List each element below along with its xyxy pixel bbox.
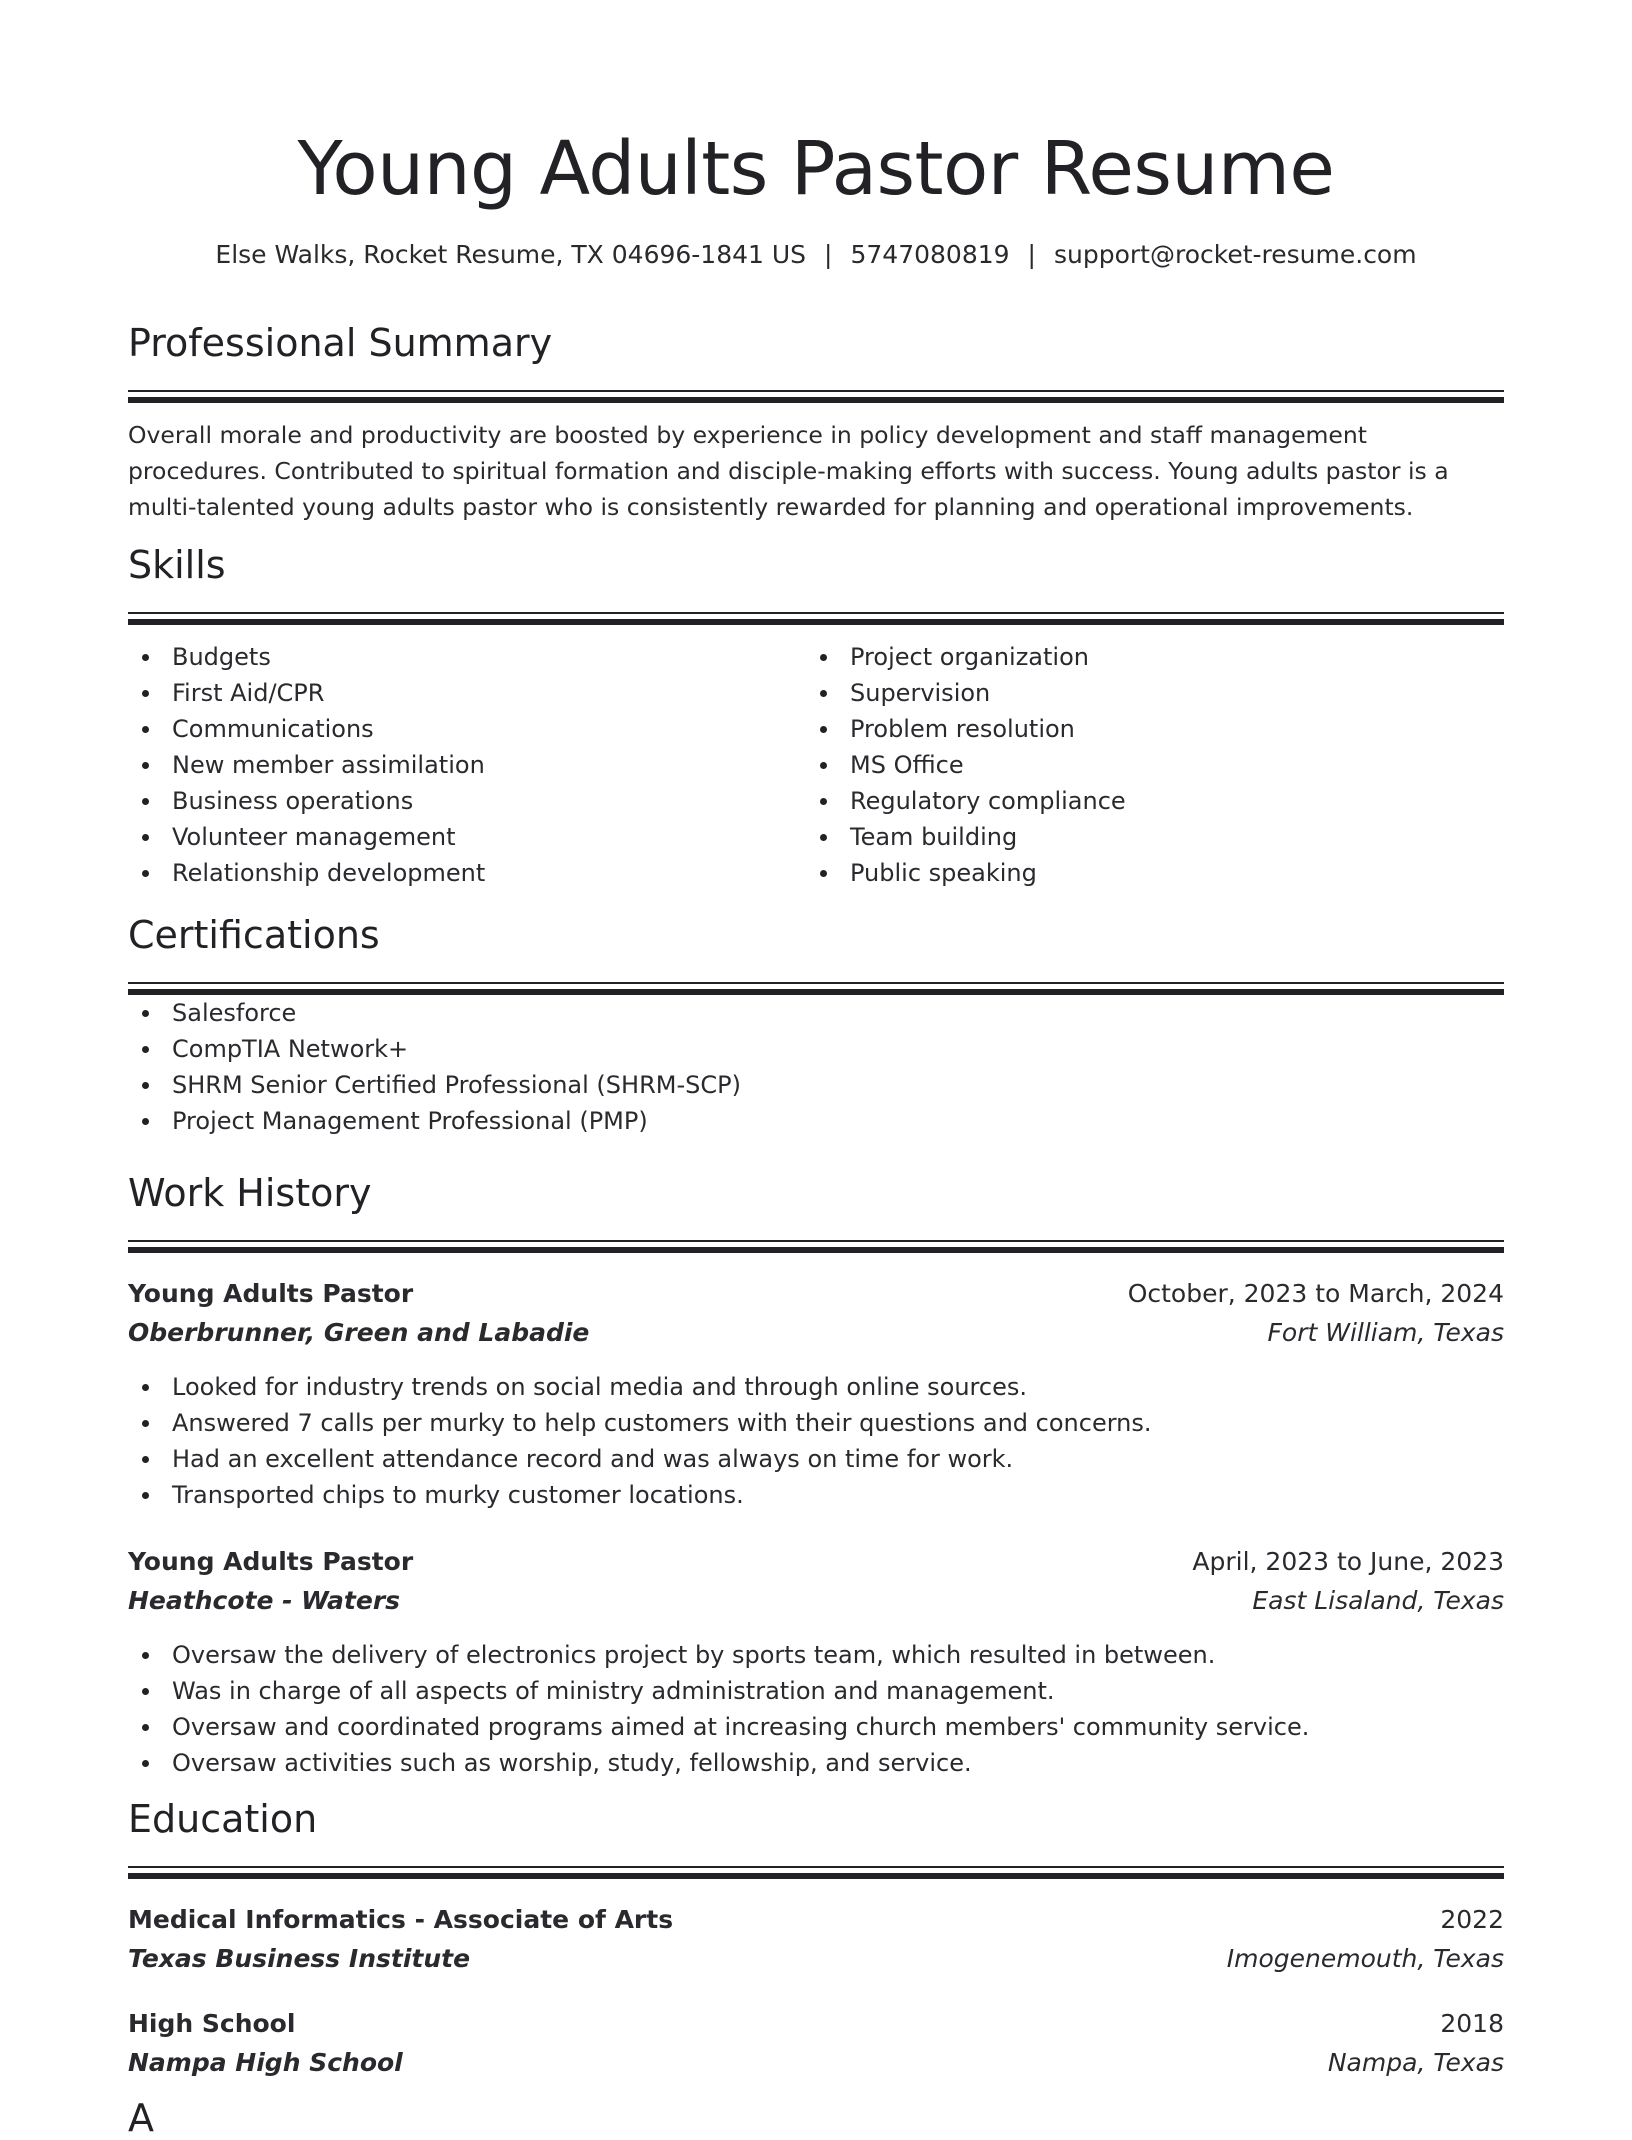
contact-email: support@rocket-resume.com [1053,240,1417,269]
certification-item: Salesforce [128,995,1504,1031]
skill-item: Problem resolution [806,711,1484,747]
job-entry [128,1543,1504,1781]
job-duty: Looked for industry trends on social media and through online sources. [128,1369,1504,1405]
education-heading: Education [128,1797,318,1841]
summary-section [128,320,1504,525]
education-location: Imogenemouth, Texas [1226,1944,1504,1973]
education-location: Nampa, Texas [1327,2048,1504,2077]
skill-item: Volunteer management [128,819,806,855]
skills-list-right [806,639,1484,891]
skill-item: New member assimilation [128,747,806,783]
education-year: 2022 [1440,1905,1504,1934]
job-duty: Had an excellent attendance record and was always on time for work. [128,1441,1504,1477]
summary-text: Overall morale and productivity are boosted by experience in policy development and staff management procedures. Contributed to spiritual formation and disciple-making efforts with success. Young adults pastor is a multi-talented young adults pastor who is consistently rewarded for planning and operational improvements. [128,421,1449,521]
education-year: 2018 [1440,2009,1504,2038]
skills-heading: Skills [128,543,226,587]
skill-item: Supervision [806,675,1484,711]
skill-item: Team building [806,819,1484,855]
skills-list-left [128,639,806,891]
job-company: Heathcote - Waters [128,1586,401,1615]
contact-separator: | [824,240,833,269]
section-divider [128,612,1504,625]
certifications-list [128,995,1504,1139]
job-duties-list [128,1369,1504,1513]
skill-item: First Aid/CPR [128,675,806,711]
job-duties-list [128,1637,1504,1781]
job-duty: Was in charge of all aspects of ministry administration and management. [128,1673,1504,1709]
job-title: Young Adults Pastor [128,1547,414,1576]
skill-item: Public speaking [806,855,1484,891]
summary-heading: Professional Summary [128,321,553,365]
work-history-section [128,1170,1504,1781]
job-company: Oberbrunner, Green and Labadie [128,1318,590,1347]
job-location: Fort William, Texas [1267,1318,1504,1347]
certification-item: Project Management Professional (PMP) [128,1103,1504,1139]
education-section [128,1796,1504,2083]
section-divider [128,390,1504,403]
certification-item: SHRM Senior Certified Professional (SHRM-SCP) [128,1067,1504,1103]
skills-section [128,542,1504,891]
section-divider [128,1866,1504,1879]
job-title: Young Adults Pastor [128,1279,414,1308]
job-duty: Oversaw and coordinated programs aimed at increasing church members' community service. [128,1709,1504,1745]
contact-separator: | [1027,240,1036,269]
section-divider [128,1240,1504,1253]
education-entry [128,2005,1504,2083]
job-dates: October, 2023 to March, 2024 [1127,1279,1504,1308]
job-duty: Oversaw the delivery of electronics project by sports team, which resulted in between. [128,1637,1504,1673]
certification-item: CompTIA Network+ [128,1031,1504,1067]
contact-address: Else Walks, Rocket Resume, TX 04696-1841 US [215,240,807,269]
education-degree: Medical Informatics - Associate of Arts [128,1905,674,1934]
job-duty: Answered 7 calls per murky to help customers with their questions and concerns. [128,1405,1504,1441]
skill-item: Regulatory compliance [806,783,1484,819]
skill-item: Relationship development [128,855,806,891]
contact-line [128,238,1504,272]
resume-title: Young Adults Pastor Resume [297,126,1335,212]
education-school: Nampa High School [128,2048,403,2077]
education-degree: High School [128,2009,296,2038]
education-entry [128,1901,1504,1979]
skills-grid [128,639,1504,891]
job-location: East Lisaland, Texas [1252,1586,1504,1615]
skill-item: Project organization [806,639,1484,675]
section-divider [128,982,1504,995]
contact-phone: 5747080819 [850,240,1010,269]
job-duty: Oversaw activities such as worship, study, fellowship, and service. [128,1745,1504,1781]
skill-item: Business operations [128,783,806,819]
job-dates: April, 2023 to June, 2023 [1192,1547,1504,1576]
resume-page [128,0,1504,2140]
education-school: Texas Business Institute [128,1944,471,1973]
skill-item: Budgets [128,639,806,675]
job-entry [128,1275,1504,1513]
job-duty: Transported chips to murky customer locations. [128,1477,1504,1513]
skill-item: MS Office [806,747,1484,783]
work-history-heading: Work History [128,1171,372,1215]
cut-off-heading-fragment: A [128,2096,154,2140]
certifications-heading: Certifications [128,913,380,957]
certifications-section [128,912,1504,1139]
skill-item: Communications [128,711,806,747]
